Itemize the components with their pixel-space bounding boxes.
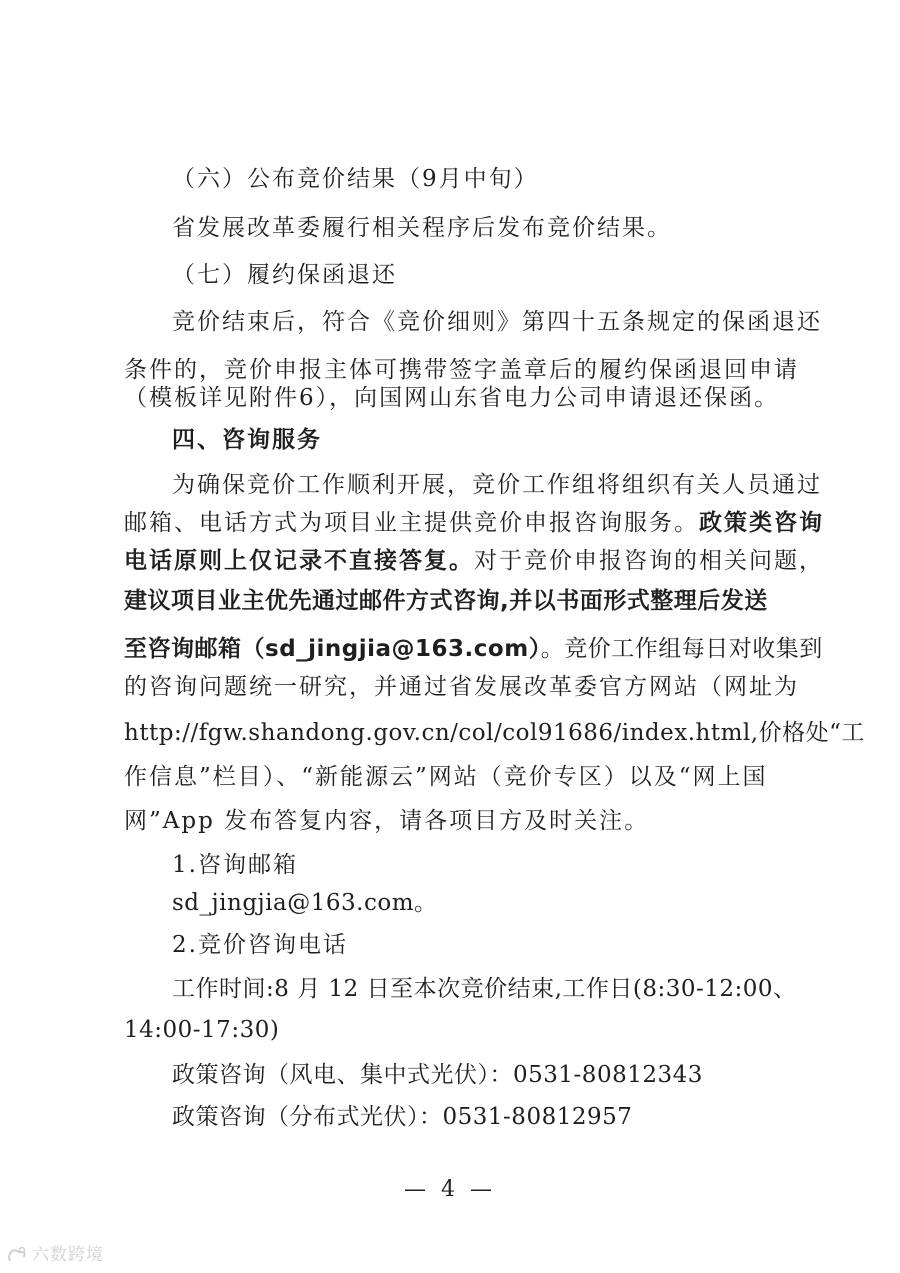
paragraph-line: 省发展改革委履行相关程序后发布竞价结果。	[172, 215, 672, 241]
paragraph-line: 网”App 发布答复内容，请各项目方及时关注。	[124, 808, 650, 834]
section-heading-7: （七）履约保函退还	[172, 262, 397, 288]
watermark-text: 六数跨境	[32, 1245, 104, 1265]
page-number: — 4 —	[404, 1177, 496, 1202]
working-hours-line: 14:00-17:30)	[124, 1017, 280, 1043]
watermark	[6, 1240, 104, 1265]
paragraph-line: 作信息”栏目）、“新能源云”网站（竞价专区）以及“网上国	[124, 764, 768, 790]
section-heading-4: 四、咨询服务	[172, 427, 322, 453]
watermark-logo-icon	[6, 1245, 28, 1265]
paragraph-line-bold: 建议项目业主优先通过邮件方式咨询,并以书面形式整理后发送	[124, 588, 768, 614]
line-regular-text: 对于竞价申报咨询的相关问题，	[474, 548, 824, 574]
line-bold-text: 政策类咨询	[699, 510, 824, 536]
phone-line: 政策咨询（分布式光伏）：0531-80812957	[172, 1104, 633, 1130]
paragraph-line: 竞价结束后，符合《竞价细则》第四十五条规定的保函退还	[172, 309, 822, 335]
phone-line: 政策咨询（风电、集中式光伏）：0531-80812343	[172, 1062, 703, 1088]
working-hours-line: 工作时间:8 月 12 日至本次竞价结束,工作日(8:30-12:00、	[172, 976, 797, 1002]
paragraph-line: 的咨询问题统一研究，并通过省发展改革委官方网站（网址为	[124, 674, 799, 700]
line-bold-text: 至咨询邮箱（sd_jingjia@163.com）	[124, 636, 541, 662]
line-bold-text: 电话原则上仅记录不直接答复。	[124, 548, 474, 574]
line-regular-text: 。竞价工作组每日对收集到	[540, 636, 823, 662]
paragraph-line	[124, 546, 824, 576]
paragraph-line	[124, 634, 823, 664]
subheading-phone: 2.竞价咨询电话	[172, 932, 348, 958]
paragraph-line: （模板详见附件6），向国网山东省电力公司申请退还保函。	[124, 385, 780, 411]
line-regular-text: 邮箱、电话方式为项目业主提供竞价申报咨询服务。	[124, 510, 699, 536]
paragraph-line	[124, 508, 824, 538]
email-address: sd_jingjia@163.com。	[172, 890, 438, 916]
paragraph-line: 为确保竞价工作顺利开展，竞价工作组将组织有关人员通过	[172, 472, 822, 498]
section-heading-6: （六）公布竞价结果（9月中旬）	[172, 166, 539, 192]
paragraph-line: 条件的，竞价申报主体可携带签字盖章后的履约保函退回申请	[124, 357, 799, 383]
paragraph-line-url: http://fgw.shandong.gov.cn/col/col91686/index.html,价格处“工	[124, 720, 865, 746]
subheading-email: 1.咨询邮箱	[172, 852, 298, 878]
